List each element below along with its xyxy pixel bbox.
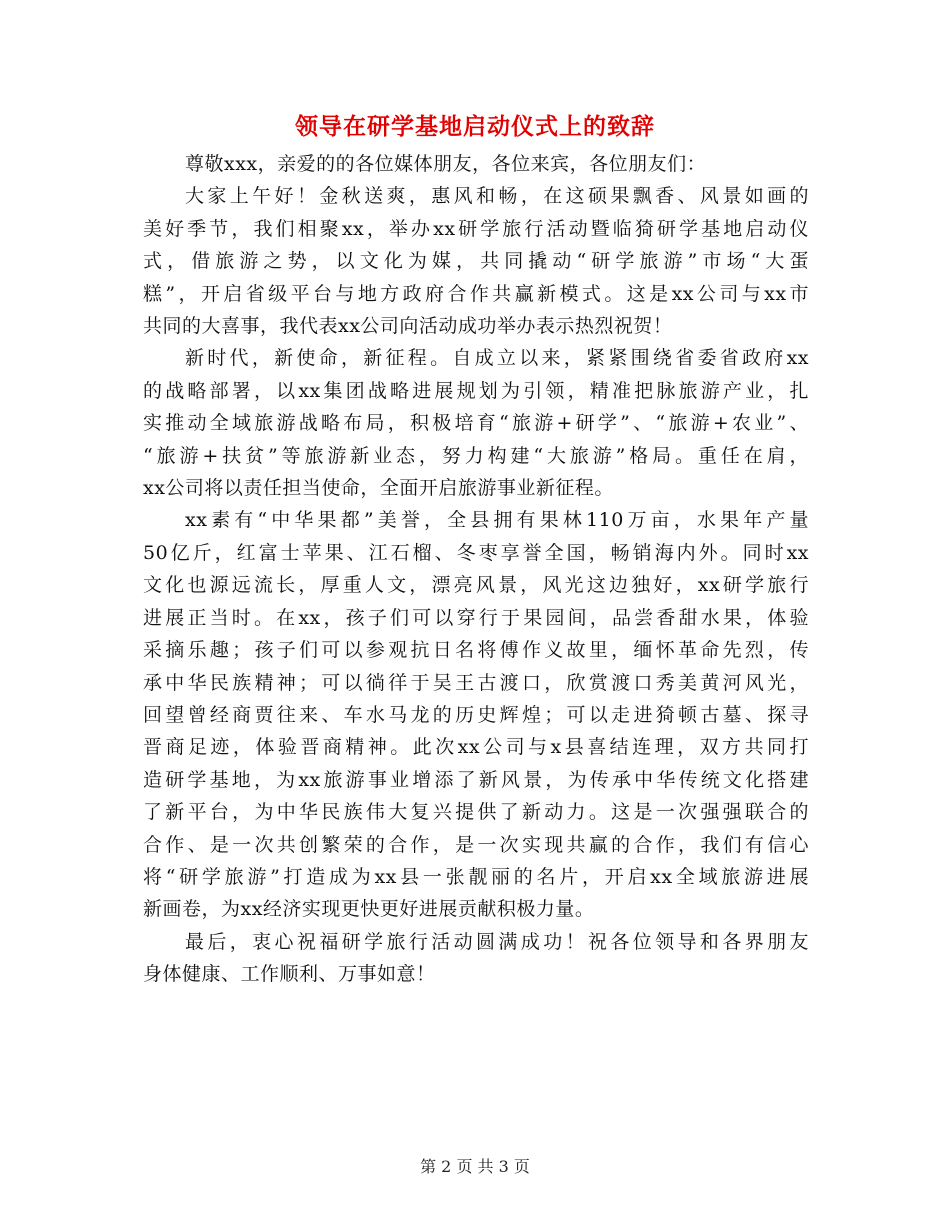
text-line: 实推动全域旅游战略布局，积极培育“旅游+研学”、“旅游+农业”、 — [143, 412, 809, 435]
text-line: 式，借旅游之势，以文化为媒，共同撬动“研学旅游”市场“大蛋 — [143, 250, 809, 273]
text-line: 将“研学旅游”打造成为xx县一张靓丽的名片，开启xx全域旅游进展 — [143, 865, 809, 888]
text-line: “旅游+扶贫”等旅游新业态，努力构建“大旅游”格局。重任在肩， — [143, 444, 809, 467]
text-line: 采摘乐趣；孩子们可以参观抗日名将傅作义故里，缅怀革命先烈，传 — [143, 639, 809, 662]
text-line: 共同的大喜事，我代表xx公司向活动成功举办表示热烈祝贺！ — [143, 315, 673, 338]
text-line: 身体健康、工作顺利、万事如意！ — [143, 963, 436, 986]
text-line: 糕”，开启省级平台与地方政府合作共赢新模式。这是xx公司与xx市 — [143, 282, 809, 305]
text-line: 新时代，新使命，新征程。自成立以来，紧紧围绕省委省政府xx — [185, 347, 809, 370]
text-line: 合作、是一次共创繁荣的合作，是一次实现共赢的合作，我们有信心 — [143, 833, 809, 856]
text-line: xx公司将以责任担当使命，全面开启旅游事业新征程。 — [143, 477, 614, 500]
text-line: 了新平台，为中华民族伟大复兴提供了新动力。这是一次强强联合的 — [143, 801, 809, 824]
text-line: 的战略部署，以xx集团战略进展规划为引领，精准把脉旅游产业，扎 — [143, 379, 809, 402]
text-line: 美好季节，我们相聚xx，举办xx研学旅行活动暨临猗研学基地启动仪 — [143, 217, 809, 240]
text-line: 50亿斤，红富士苹果、江石榴、冬枣享誉全国，畅销海内外。同时xx — [143, 541, 809, 564]
document-body — [143, 148, 809, 991]
text-line: xx素有“中华果都”美誉，全县拥有果林110万亩，水果年产量 — [185, 509, 809, 532]
text-line: 晋商足迹，体验晋商精神。此次xx公司与x县喜结连理，双方共同打 — [143, 736, 809, 759]
text-line: 尊敬xxx，亲爱的的各位媒体朋友，各位来宾，各位朋友们： — [185, 153, 707, 175]
text-line: 造研学基地，为xx旅游事业增添了新风景，为传承中华传统文化搭建 — [143, 768, 809, 791]
text-line: 进展正当时。在xx，孩子们可以穿行于果园间，品尝香甜水果，体验 — [143, 606, 809, 629]
text-line: 承中华民族精神；可以徜徉于吴王古渡口，欣赏渡口秀美黄河风光， — [143, 671, 809, 694]
text-line: 新画卷，为xx经济实现更快更好进展贡献积极力量。 — [143, 898, 595, 921]
text-line: 文化也源远流长，厚重人文，漂亮风景，风光这边独好，xx研学旅行 — [143, 574, 809, 597]
text-line: 最后，衷心祝福研学旅行活动圆满成功！祝各位领导和各界朋友 — [185, 930, 809, 953]
page-footer: 第 2 页 共 3 页 — [420, 1157, 530, 1176]
text-line: 回望曾经商贾往来、车水马龙的历史辉煌；可以走进猗顿古墓、探寻 — [143, 703, 809, 726]
text-line: 大家上午好！金秋送爽，惠风和畅，在这硕果飘香、风景如画的 — [185, 185, 809, 208]
document-title: 领导在研学基地启动仪式上的致辞 — [295, 113, 655, 140]
